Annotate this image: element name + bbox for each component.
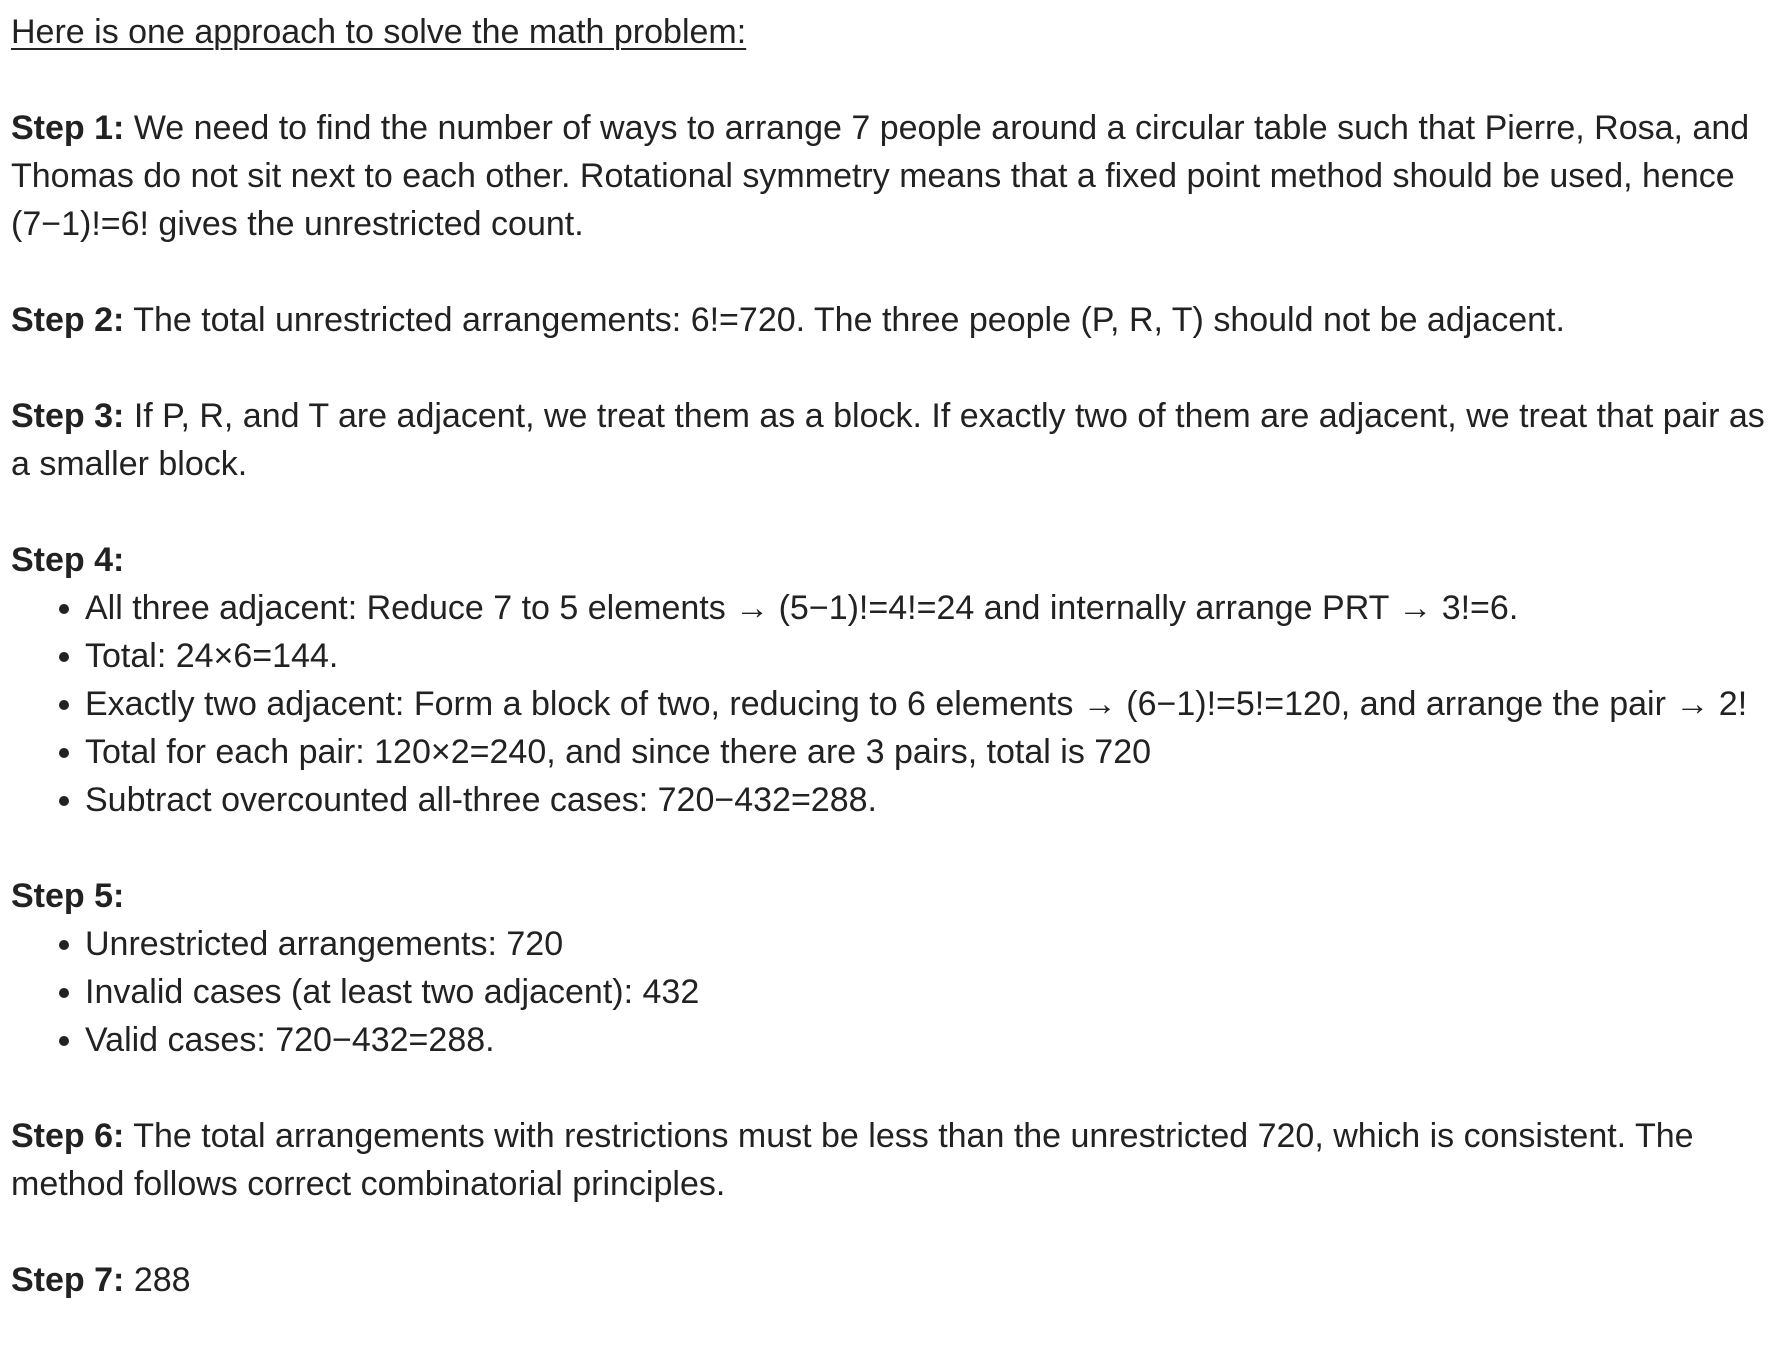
list-item: Subtract overcounted all-three cases: 720−432=288.	[85, 776, 1771, 824]
step-5	[11, 872, 1771, 1064]
step-5-list	[11, 920, 1771, 1064]
step-label: Step 1:	[11, 109, 125, 147]
step-2	[11, 296, 1771, 344]
step-text: 288	[133, 1261, 191, 1299]
step-4	[11, 536, 1771, 824]
step-label: Step 7:	[11, 1261, 125, 1299]
step-label: Step 6:	[11, 1117, 125, 1155]
step-label: Step 5:	[11, 877, 125, 915]
step-7	[11, 1256, 1771, 1304]
list-item: Total: 24×6=144.	[85, 632, 1771, 680]
step-text: We need to find the number of ways to arrange 7 people around a circular table such that Pierre, Rosa, and Thomas do not sit next to each other. Rotational symmetry means that a fixed point method should be used, hence (7−1)!=6! gives the unrestricted count.	[11, 109, 1750, 243]
step-label: Step 4:	[11, 541, 125, 579]
intro-heading: Here is one approach to solve the math problem:	[11, 13, 747, 51]
step-text: The total unrestricted arrangements: 6!=720. The three people (P, R, T) should not be adjacent.	[133, 301, 1565, 339]
list-item: Total for each pair: 120×2=240, and since there are 3 pairs, total is 720	[85, 728, 1771, 776]
step-label: Step 2:	[11, 301, 125, 339]
step-3	[11, 392, 1771, 488]
step-text: The total arrangements with restrictions must be less than the unrestricted 720, which is consistent. The method follows correct combinatorial principles.	[11, 1117, 1694, 1203]
list-item: All three adjacent: Reduce 7 to 5 elements → (5−1)!=4!=24 and internally arrange PRT → 3!=6.	[85, 584, 1771, 632]
list-item: Unrestricted arrangements: 720	[85, 920, 1771, 968]
step-text: If P, R, and T are adjacent, we treat them as a block. If exactly two of them are adjacent, we treat that pair as a smaller block.	[11, 397, 1765, 483]
step-label: Step 3:	[11, 397, 125, 435]
list-item: Valid cases: 720−432=288.	[85, 1016, 1771, 1064]
list-item: Exactly two adjacent: Form a block of two, reducing to 6 elements → (6−1)!=5!=120, and arrange the pair → 2!	[85, 680, 1771, 728]
step-6	[11, 1112, 1771, 1208]
step-4-list	[11, 584, 1771, 824]
step-1	[11, 104, 1771, 248]
list-item: Invalid cases (at least two adjacent): 432	[85, 968, 1771, 1016]
